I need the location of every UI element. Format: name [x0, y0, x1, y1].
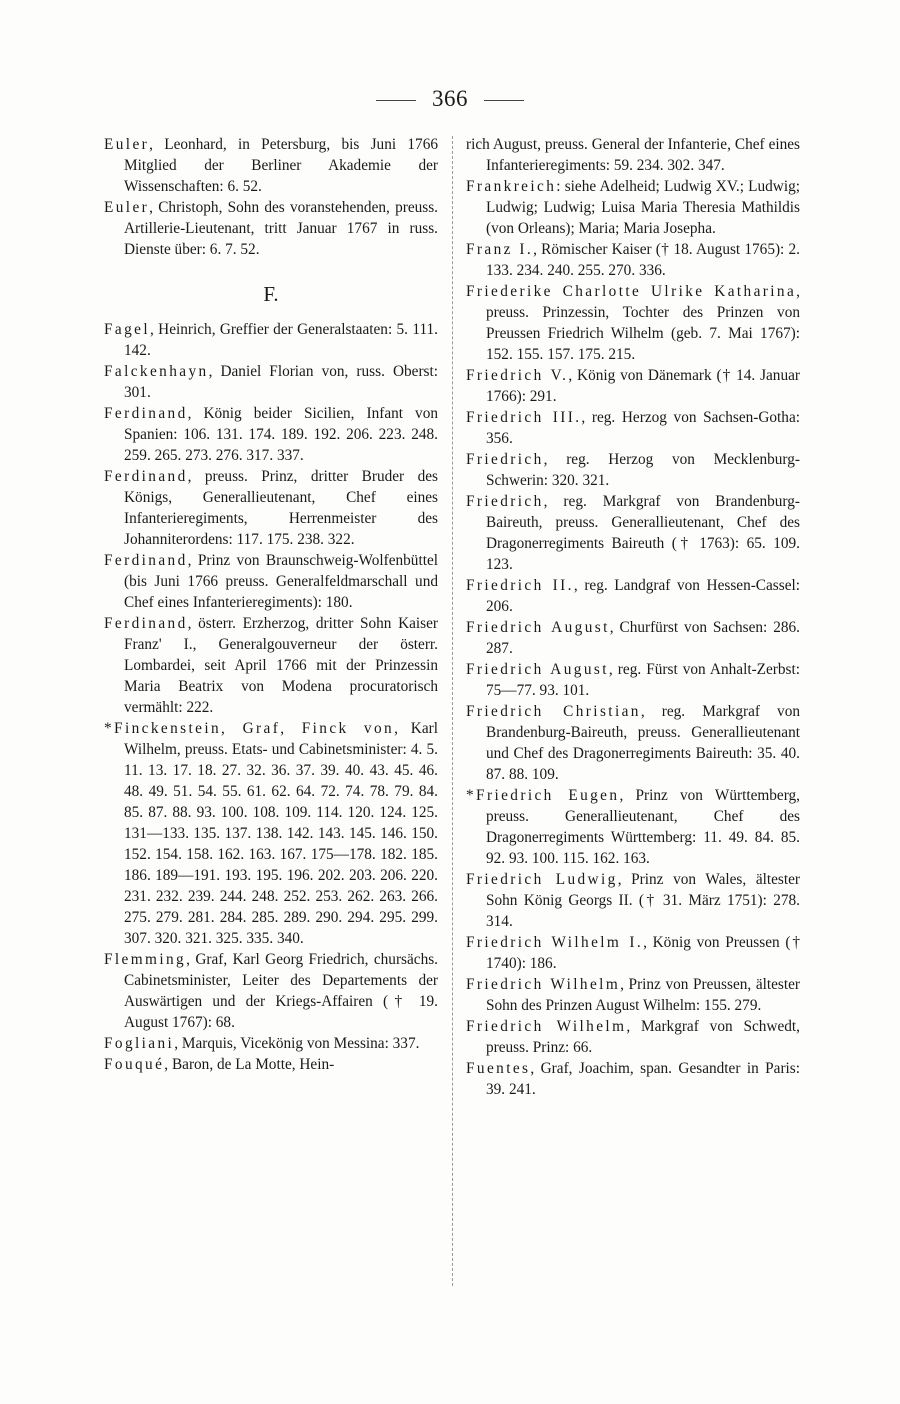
index-entry	[466, 785, 800, 869]
entry-text: , König von Preussen († 1740): 186.	[486, 934, 800, 972]
index-entry	[104, 466, 438, 550]
entry-headword: Friedrich II.	[466, 577, 574, 594]
entry-text: , reg. Markgraf von Brandenburg-Baireuth, preuss. Generallieutenant und Chef des Dragonerregiments Baireuth: 35. 40. 87. 88. 109.	[486, 703, 800, 783]
entry-text: , Graf, Joachim, span. Gesandter in Paris: 39. 241.	[486, 1060, 800, 1098]
entry-headword: Friedrich Ludwig	[466, 871, 618, 888]
index-entry	[466, 1016, 800, 1058]
entry-text: , reg. Herzog von Mecklenburg-Schwerin: 320. 321.	[486, 451, 800, 489]
index-entry	[104, 550, 438, 613]
entry-text: : siehe Adelheid; Ludwig XV.; Ludwig; Ludwig; Ludwig; Luisa Maria Theresia Mathildis (von Orleans); Maria; Maria Josepha.	[486, 178, 800, 237]
index-entry	[466, 617, 800, 659]
entry-headword: Friedrich Wilhelm I.	[466, 934, 644, 951]
entry-text: , König von Dänemark († 14. Januar 1766): 291.	[486, 367, 800, 405]
index-entry	[104, 361, 438, 403]
entry-text: , Karl Wilhelm, preuss. Etats- und Cabinetsminister: 4. 5. 11. 13. 17. 18. 27. 32. 36. 37. 39. 40. 43. 45. 46. 48. 49. 51. 54. 55. 61. 62. 64. 72. 74. 78. 79. 84. 85. 87. 88. 93. 100. 108. 109. 114. 120. 124. 125. 131—133. 135. 137. 138. 142. 143. 145. 146. 150. 152. 154. 158. 162. 163. 167. 175—178. 182. 185. 186. 189—191. 193. 195. 196. 202. 203. 206. 220. 231. 232. 239. 244. 248. 252. 253. 262. 263. 266. 275. 279. 281. 284. 285. 289. 290. 294. 295. 299. 307. 320. 321. 325. 335. 340.	[124, 720, 438, 947]
entry-headword: Euler	[104, 136, 150, 153]
entry-text: , Marquis, Vicekönig von Messina: 337.	[174, 1035, 420, 1052]
index-entry	[466, 659, 800, 701]
entry-headword: Friedrich	[466, 451, 544, 468]
entry-headword: Fouqué	[104, 1056, 165, 1073]
index-entry	[104, 403, 438, 466]
entry-text: , reg. Landgraf von Hessen-Cassel: 206.	[486, 577, 800, 615]
index-entry	[466, 932, 800, 974]
entry-text: , preuss. Prinz, dritter Bruder des Königs, Generallieutenant, Chef eines Infanterieregiments, Herrenmeister des Johanniterordens: 117. 175. 238. 322.	[124, 468, 438, 548]
entry-text: , Daniel Florian von, russ. Oberst: 301.	[124, 363, 438, 401]
entry-headword: Falckenhayn	[104, 363, 209, 380]
index-entry	[104, 197, 438, 260]
index-entry	[104, 613, 438, 718]
index-entry	[466, 176, 800, 239]
entry-text: , Christoph, Sohn des voranstehenden, preuss. Artillerie-Lieutenant, tritt Januar 1767 in russ. Dienste über: 6. 7. 52.	[124, 199, 438, 258]
entry-text: , Prinz von Preussen, ältester Sohn des Prinzen August Wilhelm: 155. 279.	[486, 976, 800, 1014]
index-entry	[466, 449, 800, 491]
entry-text: , König beider Sicilien, Infant von Spanien: 106. 131. 174. 189. 192. 206. 223. 248. 259. 265. 273. 276. 317. 337.	[124, 405, 438, 464]
entry-headword: Flemming	[104, 951, 187, 968]
entry-text: , Leonhard, in Petersburg, bis Juni 1766 Mitglied der Berliner Akademie der Wissenschaften: 6. 52.	[124, 136, 438, 195]
entry-headword: *Friedrich Eugen	[466, 787, 620, 804]
entry-text: , Heinrich, Greffier der Generalstaaten: 5. 111. 142.	[124, 321, 438, 359]
entry-headword: Friedrich August	[466, 619, 610, 636]
index-entry	[466, 281, 800, 365]
entry-headword: Fuentes	[466, 1060, 531, 1077]
entry-headword: Euler	[104, 199, 150, 216]
entry-headword: Friedrich V.	[466, 367, 569, 384]
index-entry	[104, 718, 438, 949]
entry-headword: Friedrich Christian	[466, 703, 641, 720]
entry-text: , Prinz von Württemberg, preuss. Generallieutenant, Chef des Dragonerregiments Württemberg: 11. 49. 84. 85. 92. 93. 100. 115. 162. 163.	[486, 787, 800, 867]
index-entry	[466, 239, 800, 281]
entry-text: , reg. Fürst von Anhalt-Zerbst: 75—77. 93. 101.	[486, 661, 800, 699]
entry-text: , Markgraf von Schwedt, preuss. Prinz: 66.	[486, 1018, 800, 1056]
entry-headword: Friedrich Wilhelm	[466, 1018, 627, 1035]
entry-text: , reg. Markgraf von Brandenburg-Baireuth, preuss. Generallieutenant, Chef des Dragonerregiments Baireuth († 1763): 65. 109. 123.	[486, 493, 800, 573]
entry-headword: Friedrich III.	[466, 409, 582, 426]
index-entry	[466, 575, 800, 617]
entry-text: , Graf, Karl Georg Friedrich, chursächs. Cabinetsminister, Leiter des Departements der Auswärtigen und der Kriegs-Affairen († 19. August 1767): 68.	[124, 951, 438, 1031]
entry-text: , Römischer Kaiser († 18. August 1765): 2. 133. 234. 240. 255. 270. 336.	[486, 241, 800, 279]
index-entry	[466, 491, 800, 575]
index-entry	[104, 949, 438, 1033]
entry-headword: Fagel	[104, 321, 150, 338]
entry-text: , Prinz von Wales, ältester Sohn König Georgs II. († 31. März 1751): 278. 314.	[486, 871, 800, 930]
entry-headword: Fogliani	[104, 1035, 175, 1052]
entry-headword: Ferdinand	[104, 615, 188, 632]
index-entry	[466, 134, 800, 176]
header-rule-left	[376, 100, 416, 101]
entry-text: , reg. Herzog von Sachsen-Gotha: 356.	[486, 409, 800, 447]
entry-headword: Friedrich August	[466, 661, 609, 678]
entry-text: rich August, preuss. General der Infanterie, Chef eines Infanterieregiments: 59. 234. 302. 347.	[466, 136, 800, 174]
index-entry	[466, 974, 800, 1016]
index-entry	[466, 407, 800, 449]
entry-headword: Friedrich	[466, 493, 544, 510]
entry-headword: Friedrich Wilhelm	[466, 976, 621, 993]
entry-headword: Ferdinand	[104, 468, 188, 485]
entry-text: , Churfürst von Sachsen: 286. 287.	[486, 619, 800, 657]
entry-text: , Baron, de La Motte, Hein-	[164, 1056, 335, 1073]
index-entry	[104, 134, 438, 197]
entry-text: , preuss. Prinzessin, Tochter des Prinzen von Preussen Friedrich Wilhelm (geb. 7. Mai 1767): 152. 155. 157. 175. 215.	[486, 283, 800, 363]
header-rule-right	[484, 100, 524, 101]
index-entry	[104, 319, 438, 361]
index-entry	[466, 365, 800, 407]
index-entry	[466, 869, 800, 932]
column-divider	[452, 136, 453, 1286]
index-entry	[466, 1058, 800, 1100]
right-column	[466, 134, 800, 1100]
entry-headword: *Finckenstein, Graf, Finck von	[104, 720, 395, 737]
entry-text: , Prinz von Braunschweig-Wolfenbüttel (bis Juni 1766 preuss. Generalfeldmarschall und Chef eines Infanterieregiments): 180.	[124, 552, 438, 611]
index-entry	[104, 1054, 438, 1075]
page-header	[0, 86, 900, 112]
entry-headword: Friederike Charlotte Ulrike Katharina	[466, 283, 797, 300]
section-letter: F.	[263, 282, 279, 306]
entry-text: , österr. Erzherzog, dritter Sohn Kaiser Franz' I., Generalgouverneur der österr. Lombardei, seit April 1766 mit der Prinzessin Maria Beatrix von Modena procuratorisch vermählt: 222.	[124, 615, 438, 716]
left-column	[104, 134, 438, 1075]
entry-headword: Franz I.	[466, 241, 534, 258]
index-entry	[104, 1033, 438, 1054]
page-number: 366	[432, 86, 468, 111]
entry-headword: Frankreich	[466, 178, 557, 195]
index-entry	[466, 701, 800, 785]
entry-headword: Ferdinand	[104, 552, 188, 569]
entry-headword: Ferdinand	[104, 405, 188, 422]
